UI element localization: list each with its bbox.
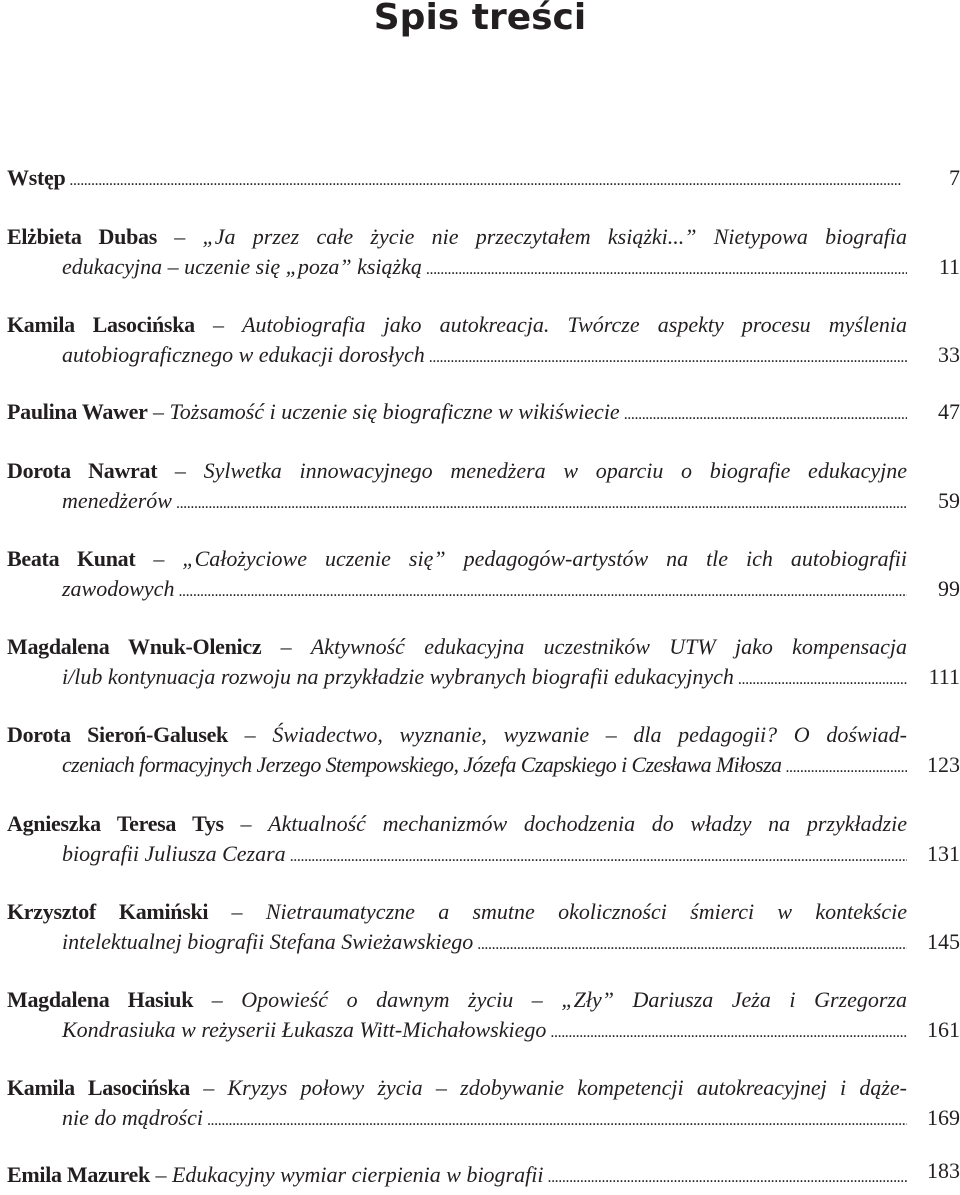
entry-dash: – bbox=[240, 811, 252, 836]
entry-page-number: 7 bbox=[949, 165, 960, 190]
entry-author: Wstęp bbox=[7, 165, 66, 190]
toc-entry[interactable] bbox=[7, 897, 960, 957]
entry-title: Kryzys połowy życia – zdobywanie kompetencji autokreacyjnej i dąże- bbox=[227, 1075, 907, 1100]
entry-title-continued: Kondrasiuka w reżyserii Łukasza Witt-Michałowskiego bbox=[62, 1017, 547, 1042]
toc-entry[interactable] bbox=[7, 985, 960, 1045]
entry-title-continued: nie do mądrości bbox=[62, 1105, 203, 1130]
entry-dash: – bbox=[212, 312, 224, 337]
entry-author: Dorota Nawrat bbox=[7, 458, 158, 483]
entry-title: Autobiografia jako autokreacja. Twórcze aspekty procesu myślenia bbox=[242, 312, 907, 337]
dot-leader bbox=[426, 252, 907, 282]
entry-title: Nietraumatyczne a smutne okoliczności śmierci w kontekście bbox=[265, 899, 907, 924]
entry-title-continued: i/lub kontynuacja rozwoju na przykładzie wybranych biografii edukacyjnych bbox=[62, 664, 734, 689]
entry-page-number: 59 bbox=[938, 488, 960, 513]
entry-page-number: 183 bbox=[927, 1158, 960, 1183]
entry-author: Elżbieta Dubas bbox=[7, 224, 157, 249]
dot-leader bbox=[738, 662, 907, 692]
entry-title: Tożsamość i uczenie się biograficzne w wikiświecie bbox=[169, 399, 620, 424]
toc-entry[interactable] bbox=[7, 310, 960, 370]
entry-dash: – bbox=[174, 458, 186, 483]
entry-title-continued: czeniach formacyjnych Jerzego Stempowskiego, Józefa Czapskiego i Czesława Miłosza bbox=[62, 752, 782, 777]
entry-title: Sylwetka innowacyjnego menedżera w oparciu o biografie edukacyjne bbox=[203, 458, 907, 483]
entry-dash: – bbox=[211, 987, 223, 1012]
dot-leader bbox=[290, 839, 907, 869]
entry-dash: – bbox=[203, 1075, 215, 1100]
entry-dash: – bbox=[153, 399, 165, 424]
toc-entry[interactable] bbox=[7, 1073, 960, 1133]
entry-title-continued: biografii Juliusza Cezara bbox=[62, 841, 286, 866]
toc-entry-intro[interactable] bbox=[7, 163, 960, 193]
entry-dash: – bbox=[280, 634, 292, 659]
entry-title-continued: autobiograficznego w edukacji dorosłych bbox=[62, 342, 425, 367]
toc-entry[interactable] bbox=[7, 222, 960, 282]
dot-leader bbox=[207, 1103, 907, 1133]
entry-title: Świadectwo, wyznanie, wyzwanie – dla pedagogii? O doświad- bbox=[272, 722, 907, 747]
entry-author: Kamila Lasocińska bbox=[7, 312, 195, 337]
toc-entry[interactable] bbox=[7, 1160, 960, 1190]
entry-dash: – bbox=[174, 224, 186, 249]
entry-title: Aktualność mechanizmów dochodzenia do władzy na przykładzie bbox=[268, 811, 907, 836]
toc-entry[interactable] bbox=[7, 544, 960, 604]
entry-page-number: 145 bbox=[927, 929, 960, 954]
entry-page-number: 169 bbox=[927, 1105, 960, 1130]
entry-page-number: 111 bbox=[928, 664, 960, 689]
toc-entry[interactable] bbox=[7, 809, 960, 869]
dot-leader bbox=[178, 574, 907, 604]
entry-page-number: 99 bbox=[938, 576, 960, 601]
dot-leader bbox=[477, 927, 907, 957]
dot-leader bbox=[176, 486, 907, 516]
entry-title-continued: edukacyjna – uczenie się „poza” książką bbox=[62, 254, 422, 279]
dot-leader bbox=[547, 1160, 907, 1190]
dot-leader bbox=[785, 750, 907, 780]
entry-author: Krzysztof Kamiński bbox=[7, 899, 209, 924]
entry-author: Agnieszka Teresa Tys bbox=[7, 811, 224, 836]
entry-page-number: 11 bbox=[938, 254, 960, 279]
entry-author: Dorota Sieroń-Galusek bbox=[7, 722, 228, 747]
entry-author: Emila Mazurek bbox=[7, 1162, 150, 1187]
dot-leader bbox=[624, 397, 907, 427]
dot-leader bbox=[429, 340, 907, 370]
entry-page-number: 123 bbox=[927, 752, 960, 777]
entry-title: Edukacyjny wymiar cierpienia w biografii bbox=[171, 1162, 544, 1187]
dot-leader bbox=[550, 1015, 907, 1045]
entry-title: Opowieść o dawnym życiu – „Zły” Dariusza Jeża i Grzegorza bbox=[241, 987, 907, 1012]
dot-leader bbox=[69, 163, 907, 193]
entry-title-continued: menedżerów bbox=[62, 488, 172, 513]
entry-page-number: 33 bbox=[938, 342, 960, 367]
toc-entry[interactable] bbox=[7, 720, 960, 780]
entry-author: Magdalena Hasiuk bbox=[7, 987, 194, 1012]
entry-author: Magdalena Wnuk-Olenicz bbox=[7, 634, 262, 659]
toc-entry[interactable] bbox=[7, 632, 960, 692]
entry-page-number: 47 bbox=[938, 399, 960, 424]
page-title: Spis treści bbox=[373, 0, 587, 38]
entry-title: „Ja przez całe życie nie przeczytałem książki...” Nietypowa biografia bbox=[202, 224, 907, 249]
entry-dash: – bbox=[153, 546, 165, 571]
entry-author: Paulina Wawer bbox=[7, 399, 148, 424]
entry-title-continued: zawodowych bbox=[62, 576, 175, 601]
entry-author: Kamila Lasocińska bbox=[7, 1075, 190, 1100]
entry-title: Aktywność edukacyjna uczestników UTW jako kompensacja bbox=[310, 634, 907, 659]
entry-page-number: 161 bbox=[927, 1017, 960, 1042]
entry-dash: – bbox=[231, 899, 243, 924]
entry-title: „Całożyciowe uczenie się” pedagogów-artystów na tle ich autobiografii bbox=[182, 546, 907, 571]
toc-entry[interactable] bbox=[7, 456, 960, 516]
entry-dash: – bbox=[155, 1162, 167, 1187]
entry-dash: – bbox=[244, 722, 256, 747]
entry-author: Beata Kunat bbox=[7, 546, 136, 571]
toc-entry[interactable] bbox=[7, 397, 960, 427]
entry-page-number: 131 bbox=[927, 841, 960, 866]
entry-title-continued: intelektualnej biografii Stefana Swieżawskiego bbox=[62, 929, 474, 954]
